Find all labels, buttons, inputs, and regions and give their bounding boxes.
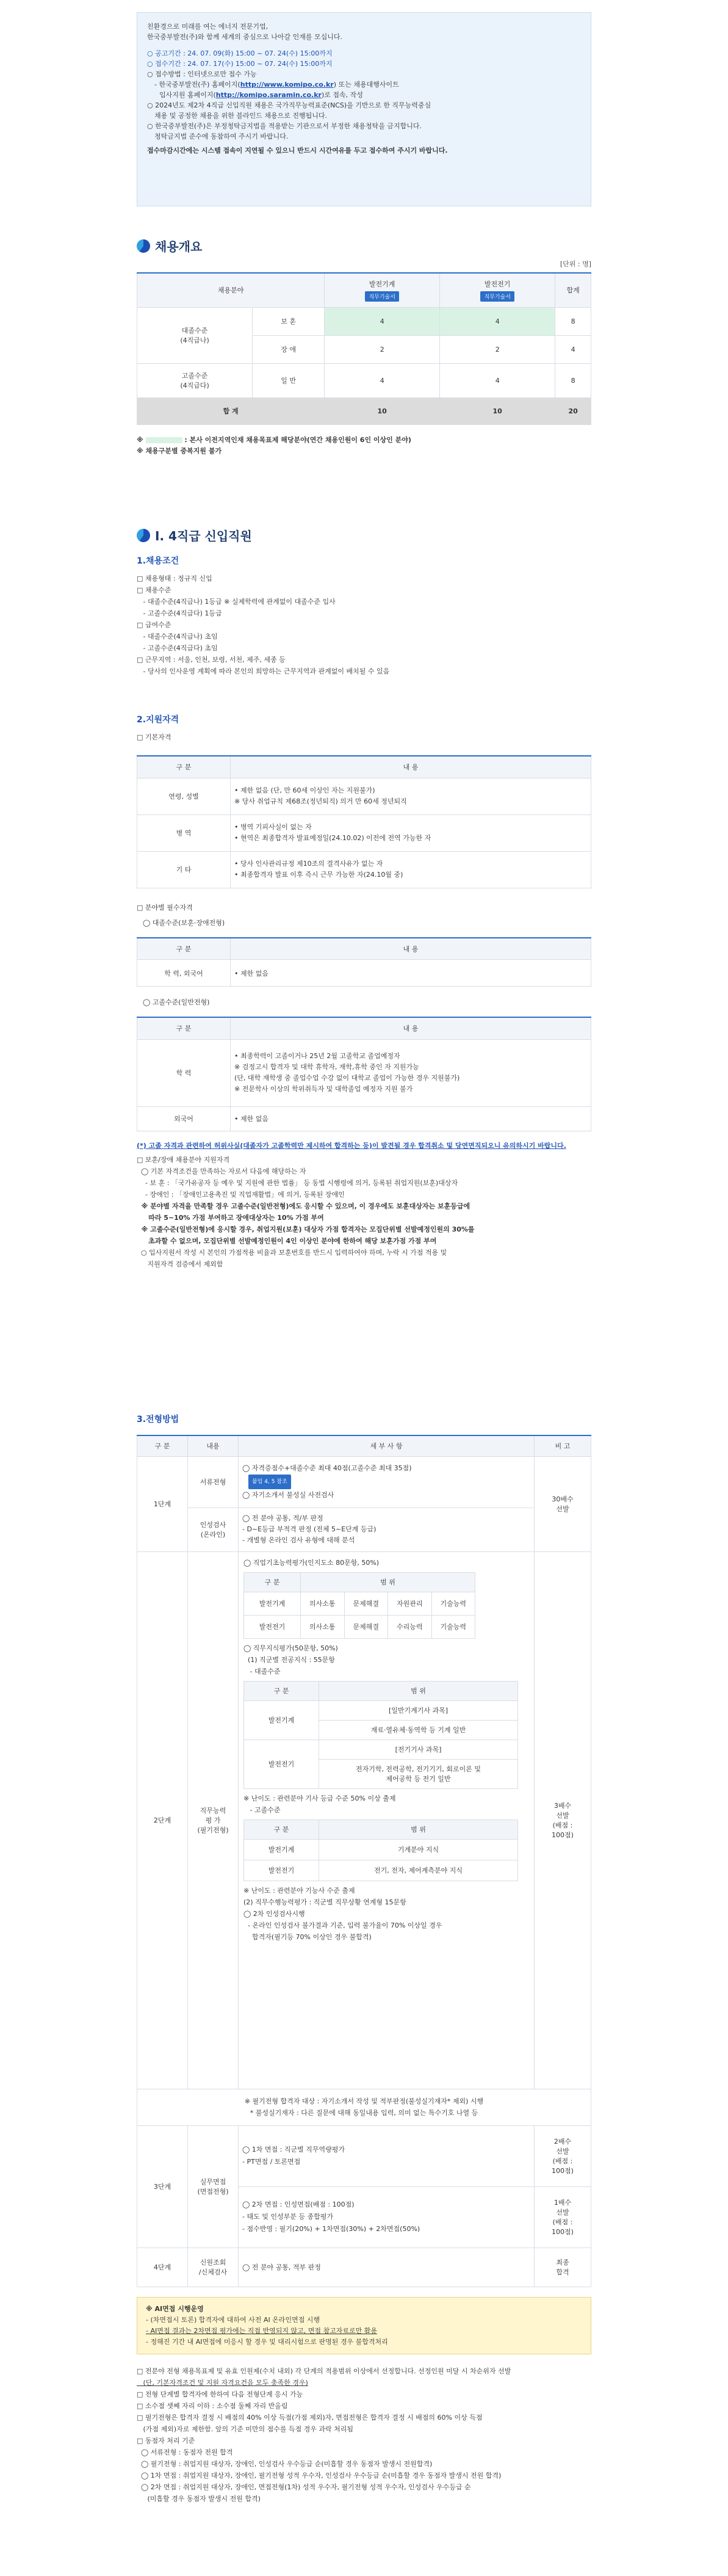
final-list: [137, 2365, 591, 2505]
value-cell: 4: [325, 307, 440, 335]
total-cell: 8: [555, 307, 591, 335]
notice-link-line: [147, 90, 581, 100]
row-value: • 제한 없음 (단, 만 60세 이상인 자는 지원불가) ※ 당사 취업규칙 제68조(정년퇴직) 의거 만 60세 정년퇴직: [231, 778, 591, 815]
list-item: - 고졸수준(4직급다) 1등급: [137, 609, 222, 617]
cell: 발전기계: [244, 1592, 301, 1615]
cell: 발전기계: [244, 1839, 319, 1860]
process-title: 3.전형방법: [137, 1415, 179, 1424]
value-cell: 4: [440, 363, 555, 397]
step-label: 3단계: [137, 2125, 188, 2248]
list-item: □ 채용수준: [137, 586, 171, 594]
stage-detail: [239, 1551, 535, 2089]
row-value: • 당사 인사관리규정 제10조의 결격사유가 없는 자 • 최종합격자 발표 이후 즉시 근무 가능한 자(24.10월 중): [231, 851, 591, 888]
list-item: □ 보훈/장애 채용분야 지원자격: [137, 1155, 230, 1164]
detail-text: - 대졸수준: [243, 1667, 281, 1675]
step-label: 2단계: [137, 1551, 188, 2089]
col-header: 구 분: [244, 1820, 319, 1839]
conditions-list: [137, 573, 591, 677]
col-header: 구 분: [137, 1435, 188, 1456]
list-item: ◯ 필기전형 : 취업지원 대상자, 장애인, 인성검사 우수등급 순(미흡할 경우 동점자 발생시 전원합격): [137, 2460, 433, 2468]
detail-text: * 불성실기재자 : 다른 질문에 대해 동일내용 입력, 의미 없는 특수기호 나열 등: [250, 2109, 478, 2117]
total-value: 10: [325, 397, 440, 424]
bonus-list: [137, 1154, 591, 1270]
row-label: 병 역: [137, 815, 231, 851]
detail-text: ※ 난이도 : 관련분야 기능사 수준 출제: [243, 1886, 355, 1895]
ai-box-line: - AI면접 결과는 2차면접 평가에는 직접 반영되지 않고, 면접 참고자료로만 활용: [146, 2327, 377, 2335]
notice-ncs-2: 채용 및 공정한 채용을 위한 블라인드 채용으로 진행됩니다.: [154, 112, 327, 120]
stage-label: 실무면접 (면접전형): [188, 2125, 239, 2248]
list-item: ※ 고졸수준(일반전형)에 응시할 경우, 취업지원(보훈) 대상자 가점 합격자는 모집단위별 선발예정인원의 30%를: [137, 1225, 475, 1233]
cell: 의사소통: [301, 1592, 345, 1615]
col-header: 구 분: [137, 756, 231, 778]
value-cell: 2: [440, 335, 555, 363]
stage-note: 최종 합격: [535, 2248, 591, 2287]
cell: 발전전기: [244, 1860, 319, 1881]
text: ) 또는 채용대행사이트: [333, 81, 399, 89]
list-item: - 대졸수준(4직급나) 초임: [137, 633, 218, 640]
ai-box-line: - 정해진 기간 내 AI면접에 미응시 할 경우 및 대리시험으로 판명된 경우 불합격처리: [146, 2338, 388, 2346]
field-a-title: ◯ 대졸수준(보훈·장애전형): [143, 918, 225, 927]
legend-swatch: [146, 437, 182, 443]
list-item: 지원자격 검증에서 제외함: [137, 1260, 223, 1268]
stage-detail: ◯ 1차 면접 : 직군별 직무역량평가 - PT면접 / 토론면접: [239, 2125, 535, 2186]
detail-text: - 고졸수준: [243, 1805, 281, 1814]
major-table: [243, 1681, 518, 1789]
list-item: 초과할 수 없으며, 모집단위별 선발예정인원이 4인 이상인 분야에 한하여 해당 보훈가점 가점 부여: [137, 1236, 437, 1245]
stage-note: 1배수 선발 (배점 : 100점): [535, 2186, 591, 2248]
notice-ncs: ○ 2024년도 제2차 4직급 신입직원 채용은 국가직무능력표준(NCS)을 기반으로 한 직무능력중심: [147, 101, 431, 109]
col-header-electric: [440, 273, 555, 307]
col-header-machine: [325, 273, 440, 307]
col-header: 구 분: [244, 1572, 301, 1592]
job-desc-badge[interactable]: 직무기술서: [365, 291, 398, 302]
col-header: 비 고: [535, 1435, 591, 1456]
list-item: □ 필기전형은 합격자 결정 시 배점의 40% 이상 득점(가점 제외)자, 면접전형은 합격자 결정 시 배점의 60% 이상 득점: [137, 2414, 483, 2422]
overview-table: [137, 272, 591, 457]
cell: 전기, 전자, 제어계측분야 지식: [319, 1860, 518, 1881]
detail-text: ◯ 2차 인성검사시행: [243, 1909, 305, 1918]
notice-period: ○ 공고기간 : 24. 07. 09(화) 15:00 ~ 07. 24(수) 15:00까지: [147, 49, 333, 57]
cell: 기술능력: [431, 1615, 475, 1638]
notice-box: [137, 12, 591, 206]
overview-title: [137, 237, 202, 255]
notice-warning: 접수마감시간에는 시스템 접속이 지연될 수 있으니 반드시 시간여유를 두고 접수하여 주시기 바랍니다.: [147, 147, 448, 154]
detail-text: ◯ 자기소개서 불성실 사전검사: [242, 1491, 334, 1499]
detail-text: ※ 난이도 : 관련분야 기사 등급 수준 50% 이상 출제: [243, 1794, 396, 1802]
cell: 문제해결: [344, 1615, 388, 1638]
col-header: 내용: [188, 1435, 239, 1456]
detail-text: (1) 직군별 전공지식 : 55문항: [243, 1655, 335, 1664]
row-value: • 제한 없음: [231, 1106, 591, 1131]
notice-line: 한국중부발전(주)와 함께 세계의 중심으로 나아갈 인재를 모십니다.: [147, 33, 342, 41]
detail-badge-line: [242, 1475, 530, 1489]
list-item: □ 전분야 전형 채용목표제 및 유효 인원제(수치 내외) 각 단계의 적용범위 이상에서 선정합니다. 선정인원 미달 시 차순위자 선발: [137, 2367, 511, 2375]
list-item: □ 전형 단계별 합격자에 한하여 다음 전형단계 응시 가능: [137, 2390, 303, 2398]
row-value: • 병역 기피사실이 없는 자 • 현역은 최종합격자 발표예정일(24.10.02) 이전에 전역 가능한 자: [231, 815, 591, 851]
list-item: - 당사의 인사운영 계획에 따라 본인의 희망하는 근무지역과 관계없이 배치될 수 있음: [137, 667, 390, 675]
stage-label: 직무능력 평 가 (필기전형): [188, 1551, 239, 2089]
col-header: 구 분: [137, 1017, 231, 1039]
sub-cell: 장 애: [253, 335, 325, 363]
row-label: 외국어: [137, 1106, 231, 1131]
list-item: 따라 5~10% 가점 부여하고 장애대상자는 10% 가점 부여: [137, 1213, 324, 1222]
list-item: (단, 기본자격조건 및 지원 자격요건을 모두 충족한 경우): [137, 2379, 308, 2387]
text: 입사지원 홈페이지(: [159, 91, 216, 99]
notice-anti-graft: ○ 한국중부발전(주)은 부정청탁금지법을 적용받는 기관으로서 부정한 채용청탁을 금지합니다.: [147, 122, 422, 130]
cell: 수리능력: [388, 1615, 432, 1638]
basic-title: □ 기본자격: [137, 733, 171, 741]
overview-title-text: 채용개요: [155, 239, 203, 254]
aptitude-table: [243, 1572, 475, 1639]
list-item: - 고졸수준(4직급다) 초임: [137, 644, 218, 652]
col-header-text: 발전기계: [369, 280, 395, 288]
step-label: 4단계: [137, 2248, 188, 2287]
red-note: (*) 고졸 자격과 관련하여 허위사실(대졸자가 고졸학력만 제시하여 합격하는 등)이 발견될 경우 합격취소 및 당연면직되오니 유의하시기 바랍니다.: [137, 1141, 566, 1150]
list-item: □ 소수점 셋째 자리 이하 : 소수점 둘째 자리 반올림: [137, 2402, 288, 2410]
list-item: ◯ 2차 면접 : 취업지원 대상자, 장애인, 면접전형(1차) 성적 우수자, 필기전형 성적 우수자, 인성검사 우수등급 순: [137, 2483, 471, 2491]
overview-note-2: ※ 채용구분별 중복지원 불가: [137, 446, 222, 455]
detail-text: ※ 필기전형 합격자 대상 : 자기소개서 작성 및 적부판정(불성실기재자* 제외) 시행: [244, 2097, 484, 2105]
saramin-link[interactable]: http://komipo.saramin.co.kr: [215, 91, 322, 99]
cell: 발전전기: [244, 1740, 319, 1788]
overview-note: ※ : 본사 이전지역인재 채용목표제 해당분야(연간 채용인원이 6인 이상인 분야): [137, 435, 411, 444]
sub-cell: 일 반: [253, 363, 325, 397]
col-header: 내 용: [231, 938, 591, 960]
list-item: □ 동점자 처리 기준: [137, 2437, 195, 2445]
col-header: 내 용: [231, 1017, 591, 1039]
text: - 한국중부발전(주) 홈페이지(: [154, 81, 240, 89]
group-cell: 고졸수준 (4직급다): [137, 363, 253, 397]
cell: 발전전기: [244, 1615, 301, 1638]
stage-note: 30배수 선발: [535, 1456, 591, 1551]
section-title: [137, 526, 252, 544]
conditions-block: [137, 554, 591, 677]
list-item: (가점 제외)자로 제한함. 앞의 기준 미만의 점수를 득점 경우 과락 처리됨: [137, 2425, 354, 2433]
list-item: □ 채용형태 : 정규직 신입: [137, 575, 212, 582]
col-header: 범 위: [319, 1681, 518, 1700]
total-label: 합 계: [137, 397, 325, 424]
total-cell: 8: [555, 363, 591, 397]
stage-detail: ◯ 전 분야 공통, 적/부 판정 - D~E등급 부적격 판정 (전체 5~E단계 등급) - 개별형 온라인 검사 유형에 대해 분석: [239, 1508, 535, 1551]
list-item: - 대졸수준(4직급나) 1등급 ※ 실제학력에 관계없이 대졸수준 입사: [137, 598, 336, 606]
logo-icon: [137, 529, 150, 542]
stage-note: 3배수 선발 (배점 : 100점): [535, 1551, 591, 2089]
col-header: 범 위: [319, 1820, 518, 1839]
field-b-title: ◯ 고졸수준(일반전형): [143, 998, 210, 1006]
ai-interview-box: [137, 2297, 591, 2354]
list-item: ○ 입사지원서 작성 시 본인의 가점적용 비율과 보훈번호를 반드시 입력하여야 하며, 누락 시 가점 적용 및: [137, 1248, 447, 1257]
text: )로 접속, 작성: [321, 91, 363, 99]
col-header: 내 용: [231, 756, 591, 778]
stage-label: 인성검사 (온라인): [188, 1508, 239, 1551]
list-item: - 보 훈 : 「국가유공자 등 예우 및 지원에 관한 법률」 등 동법 시행령에 의거, 등록된 취업지원(보훈)대상자: [137, 1178, 458, 1187]
written-bottom-notes: [137, 2089, 591, 2125]
value-cell: 4: [440, 307, 555, 335]
cell: 발전기계: [244, 1700, 319, 1740]
list-item: ※ 분야별 자격을 만족할 경우 고졸수준(일반전형)에도 응시할 수 있으며, 이 경우에도 보훈대상자는 보훈등급에: [137, 1202, 470, 1210]
row-label: 학 력, 외국어: [137, 960, 231, 987]
detail-text: ◯ 자격증점수+대졸수준 최대 40점(고졸수준 최대 35점): [242, 1464, 412, 1472]
stage-note: 2배수 선발 (배점 : 100점): [535, 2125, 591, 2186]
high-table: [243, 1820, 518, 1881]
stage-label: 신원조회 /신체검사: [188, 2248, 239, 2287]
col-header: 범 위: [301, 1572, 475, 1592]
notice-method: ○ 접수방법 : 인터넷으로만 접수 가능: [147, 70, 257, 78]
attachment-badge[interactable]: 붙임 4, 5 참조: [248, 1475, 291, 1489]
cell: [일반기계기사 과목]: [319, 1700, 518, 1720]
notice-line: 친환경으로 미래를 여는 에너지 전문기업,: [147, 23, 268, 31]
value-cell: 2: [325, 335, 440, 363]
group-cell: 대졸수준 (4직급나): [137, 307, 253, 363]
list-item: □ 근무지역 : 서울, 인천, 보령, 서천, 제주, 세종 등: [137, 656, 286, 664]
qualification-block: [137, 713, 591, 1270]
ai-box-line: - (차면접시 토론) 합격자에 대하여 사전 AI 온라인면접 시행: [146, 2316, 320, 2324]
cell: 기계분야 지식: [319, 1839, 518, 1860]
cell: 재료·열유체·동역학 등 기계 일반: [319, 1720, 518, 1740]
col-header: 세 부 사 항: [239, 1435, 535, 1456]
ai-box-title: ※ AI면접 시행운영: [146, 2305, 204, 2313]
notice-apply-period: ○ 접수기간 : 24. 07. 17(수) 15:00 ~ 07. 24(수) 15:00까지: [147, 60, 333, 68]
cell: [전기기사 과목]: [319, 1740, 518, 1759]
process-title-wrap: [137, 1413, 591, 1425]
col-header-text: 발전전기: [484, 280, 511, 288]
detail-text: ◯ 직무지식평가(50문항, 50%): [243, 1644, 338, 1652]
list-item: ◯ 서류전형 : 동점자 전원 합격: [137, 2448, 233, 2456]
total-value: 20: [555, 397, 591, 424]
total-value: 10: [440, 397, 555, 424]
list-item: ◯ 기본 자격조건을 만족하는 자로서 다음에 해당하는 자: [137, 1167, 306, 1175]
stage-detail: ◯ 2차 면접 : 인성면접(배점 : 100점) - 태도 및 인성부분 등 종합평가 - 점수반영 : 필기(20%) + 1차면접(30%) + 2차면접(50%): [239, 2186, 535, 2248]
cell: 자원관리: [388, 1592, 432, 1615]
stage-label: 서류전형: [188, 1456, 239, 1508]
note-text: : 본사 이전지역인재 채용목표제 해당분야(연간 채용인원이 6인 이상인 분야): [184, 435, 411, 444]
stage-detail: ◯ 전 분야 공통, 적부 판정: [239, 2248, 535, 2287]
row-value: • 제한 없음: [231, 960, 591, 987]
detail-text: ◯ 직업기초능력평가(인지도소 80문항, 50%): [243, 1558, 380, 1567]
section-title-text: Ⅰ. 4직급 신입직원: [155, 529, 252, 543]
list-item: ◯ 1차 면접 : 취업지원 대상자, 장애인, 필기전형 성적 우수자, 인성검사 우수등급 순(미흡할 경우 동점자 발생시 전원 합격): [137, 2472, 502, 2480]
list-item: - 장애인 : 「장애인고용촉진 및 직업재활법」에 의거, 등록된 장애인: [137, 1190, 345, 1199]
cell: 기술능력: [431, 1592, 475, 1615]
cell: 의사소통: [301, 1615, 345, 1638]
detail-text: (2) 직무수행능력평가 : 직군별 직무상황 연계형 15문항: [243, 1898, 406, 1906]
value-cell: 4: [325, 363, 440, 397]
detail-text: 합격자(필기등 70% 이상인 경우 불합격): [243, 1932, 372, 1941]
detail-text: - 온라인 인성검사 불가결과 기준, 입력 불가율이 70% 이상일 경우: [243, 1921, 442, 1929]
conditions-title: 1.채용조건: [137, 556, 179, 566]
cell: 문제해결: [344, 1592, 388, 1615]
col-header: 채용분야: [137, 273, 325, 307]
job-desc-badge[interactable]: 직무기술서: [480, 291, 514, 302]
stage-detail: [239, 1456, 535, 1508]
qualification-title: 2.지원자격: [137, 715, 179, 725]
sub-cell: 보 훈: [253, 307, 325, 335]
row-label: 기 타: [137, 851, 231, 888]
process-table: [137, 1435, 591, 2287]
komipo-link[interactable]: http://www.komipo.co.kr: [240, 81, 334, 89]
notice-anti-graft-2: 청탁금지법 준수에 동참하여 주시기 바랍니다.: [154, 132, 289, 140]
list-item: (미흡할 경우 동점자 발생시 전원 합격): [137, 2495, 261, 2503]
row-label: 연령, 성별: [137, 778, 231, 815]
col-header: 구 분: [244, 1681, 319, 1700]
row-label: 학 력: [137, 1039, 231, 1106]
step-label: 1단계: [137, 1456, 188, 1551]
logo-icon: [137, 239, 150, 253]
notice-link-line: [147, 79, 581, 90]
row-value: • 최종학력이 고졸이거나 25년 2월 고졸학교 졸업예정자 ※ 검정고시 합격자 및 대학 휴학자, 재학,휴학 중인 자 지원가능 (단, 대학 재학생 중 졸업수업 수강 없이 대학교 졸업이 가능한 경우 지원불가) ※ 전문학사 이상의 학위취득자 및 대학졸업 예정자 지원 불가: [231, 1039, 591, 1106]
col-header: 합계: [555, 273, 591, 307]
col-header: 구 분: [137, 938, 231, 960]
field-title: □ 분야별 필수자격: [137, 903, 193, 912]
unit-label: [단위 : 명]: [560, 260, 591, 268]
list-item: □ 급여수준: [137, 621, 171, 629]
cell: 전자기학, 전력공학, 전기기기, 회로이론 및 제어공학 등 전기 일반: [319, 1759, 518, 1788]
total-cell: 4: [555, 335, 591, 363]
